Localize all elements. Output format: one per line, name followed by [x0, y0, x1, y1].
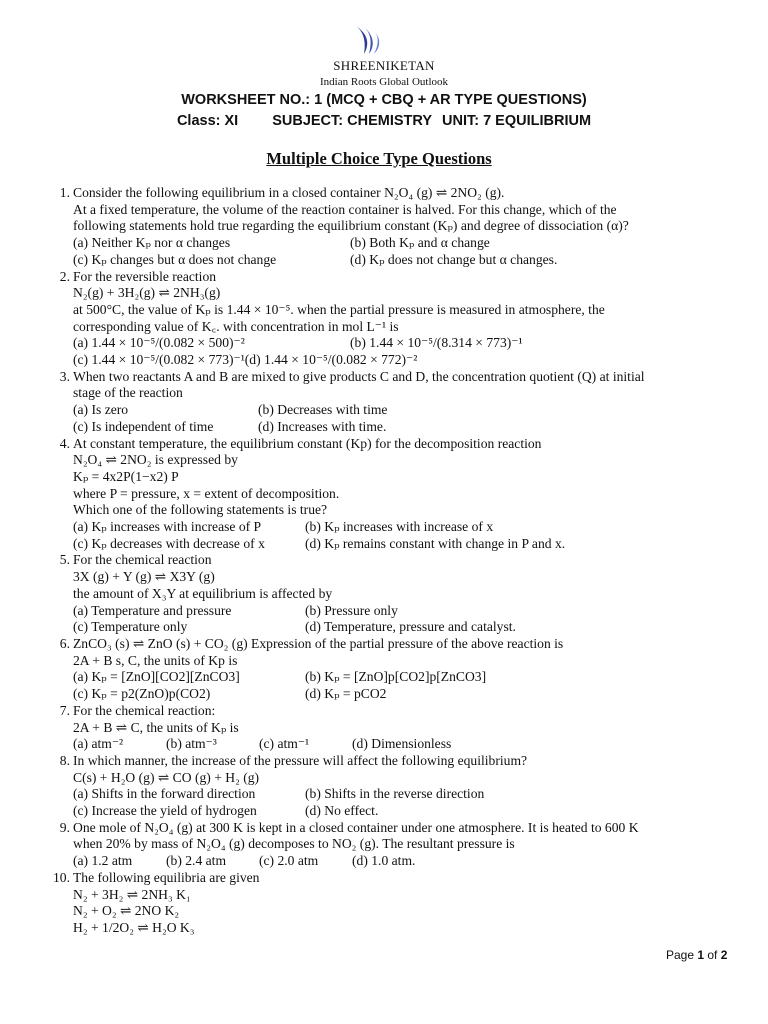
- answer-option: (a) 1.44 × 10⁻⁵/(0.082 × 500)⁻²: [73, 335, 245, 351]
- class-subject-line: [0, 113, 768, 129]
- answer-option: (c) Temperature only: [73, 619, 188, 635]
- question-text-line: When two reactants A and B are mixed to give products C and D, the concentration quotient (Q) at initial: [73, 368, 645, 384]
- answer-option: (c) atm⁻¹: [259, 736, 310, 752]
- answer-option: (a) 1.2 atm: [73, 853, 133, 869]
- page-number: [666, 948, 727, 962]
- question-text-line: N₂ + O₂ ⇌ 2NO K₂: [73, 903, 180, 919]
- option-row: [73, 619, 730, 636]
- option-row: [73, 402, 730, 419]
- question-text-line: stage of the reaction: [73, 385, 183, 401]
- question-2: [50, 269, 730, 369]
- question-text-line: 2A + B ⇌ C, the units of Kₚ is: [73, 719, 239, 735]
- question-7: [50, 703, 730, 753]
- question-text-line: The following equilibria are given: [73, 869, 260, 885]
- option-row: [73, 519, 730, 536]
- answer-option: (d) Dimensionless: [352, 736, 452, 752]
- question-number: 7.: [59, 702, 70, 718]
- answer-option: (a) Is zero: [73, 402, 129, 418]
- answer-option: (c) Is independent of time: [73, 418, 214, 434]
- option-row: [73, 235, 730, 252]
- option-row: [73, 669, 730, 686]
- answer-option: (c) 2.0 atm: [259, 853, 319, 869]
- question-6: [50, 636, 730, 703]
- answer-option: (d) Temperature, pressure and catalyst.: [305, 619, 516, 635]
- class-label: Class: XI: [176, 113, 239, 129]
- answer-option: (d) 1.0 atm.: [352, 853, 416, 869]
- page-of: of: [704, 948, 721, 962]
- question-text-line: N₂O₄ ⇌ 2NO₂ is expressed by: [73, 452, 238, 468]
- option-row: [73, 419, 730, 436]
- section-title: Multiple Choice Type Questions: [266, 149, 492, 168]
- question-9: [50, 820, 730, 870]
- worksheet-title: WORKSHEET NO.: 1 (MCQ + CBQ + AR TYPE QUESTIONS): [181, 92, 587, 108]
- question-text-line: N₂(g) + 3H₂(g) ⇌ 2NH₃(g): [73, 285, 221, 301]
- question-text-line: corresponding value of K꜀. with concentration in mol L⁻¹ is: [73, 318, 399, 334]
- question-number: 9.: [59, 819, 70, 835]
- answer-option: (a) Kₚ increases with increase of P: [73, 519, 262, 535]
- answer-option: (b) Shifts in the reverse direction: [305, 786, 485, 802]
- option-row: [73, 352, 730, 369]
- option-row: [73, 536, 730, 553]
- question-text-line: At constant temperature, the equilibrium constant (Kp) for the decomposition reaction: [73, 435, 542, 451]
- question-8: [50, 753, 730, 820]
- question-3: [50, 369, 730, 436]
- question-number: 1.: [59, 185, 70, 200]
- question-text-line: ZnCO₃ (s) ⇌ ZnO (s) + CO₂ (g) Expression of the partial pressure of the above reaction is: [73, 635, 564, 651]
- current-page: 1: [697, 948, 705, 962]
- option-row: [73, 736, 730, 753]
- answer-option: (c) Kₚ changes but α does not change: [73, 251, 277, 267]
- school-logo-icon: [350, 22, 386, 58]
- question-text-line: Consider the following equilibrium in a closed container N₂O₄ (g) ⇌ 2NO₂ (g).: [73, 185, 505, 200]
- question-number: 5.: [59, 552, 70, 568]
- option-row: [73, 252, 730, 269]
- question-number: 10.: [53, 869, 70, 885]
- answer-option: (b) Both Kₚ and α change: [350, 235, 490, 251]
- unit-label: UNIT: 7 EQUILIBRIUM: [442, 113, 592, 129]
- question-text-line: Kₚ = 4x2P(1−x2) P: [73, 468, 179, 484]
- question-text-line: C(s) + H₂O (g) ⇌ CO (g) + H₂ (g): [73, 769, 260, 785]
- answer-option: (b) 1.44 × 10⁻⁵/(8.314 × 773)⁻¹: [350, 335, 523, 351]
- question-5: [50, 552, 730, 636]
- question-text-line: at 500°C, the value of Kₚ is 1.44 × 10⁻⁵. when the partial pressure is measured in atmosphere, the: [73, 301, 605, 317]
- answer-option: (a) Neither Kₚ nor α changes: [73, 235, 231, 251]
- question-text-line: Which one of the following statements is true?: [73, 502, 328, 518]
- question-text-line: 3X (g) + Y (g) ⇌ X3Y (g): [73, 569, 215, 585]
- question-text-line: 2A + B s, C, the units of Kp is: [73, 652, 238, 668]
- option-row: [73, 686, 730, 703]
- answer-option: (d) Kₚ remains constant with change in P and x.: [305, 535, 566, 551]
- question-text-line: following statements hold true regarding the equilibrium constant (Kₚ) and degree of dissociation (α)?: [73, 218, 629, 234]
- answer-option: (d) Kₚ does not change but α changes.: [350, 251, 558, 267]
- question-text-line: H₂ + 1/2O₂ ⇌ H₂O K₃: [73, 919, 195, 935]
- question-number: 6.: [59, 635, 70, 651]
- answer-option: (c) Kₚ = p2(ZnO)p(CO2): [73, 686, 211, 702]
- answer-option: (a) Kₚ = [ZnO][CO2][ZnCO3]: [73, 669, 240, 685]
- answer-option: (a) atm⁻²: [73, 736, 124, 752]
- question-text-line: In which manner, the increase of the pressure will affect the following equilibrium?: [73, 752, 528, 768]
- page-prefix: Page: [666, 948, 698, 962]
- total-pages: 2: [720, 948, 728, 962]
- question-number: 2.: [59, 268, 70, 284]
- question-text-line: At a fixed temperature, the volume of the reaction container is halved. For this change, which of the: [73, 201, 617, 217]
- question-number: 4.: [59, 435, 70, 451]
- answer-option: (d) Increases with time.: [258, 418, 387, 434]
- question-list: [50, 185, 730, 937]
- question-number: 3.: [59, 368, 70, 384]
- answer-option: (b) Kₚ = [ZnO]p[CO2]p[ZnCO3]: [305, 669, 487, 685]
- answer-option: (b) Kₚ increases with increase of x: [305, 519, 494, 535]
- subject-label: SUBJECT: CHEMISTRY: [272, 113, 432, 129]
- question-text-line: For the chemical reaction: [73, 552, 212, 568]
- answer-option: (c) 1.44 × 10⁻⁵/(0.082 × 773)⁻¹(d) 1.44 × 10⁻⁵/(0.082 × 772)⁻²: [73, 352, 418, 368]
- answer-option: (b) 2.4 atm: [166, 853, 227, 869]
- question-text-line: For the chemical reaction:: [73, 702, 216, 718]
- option-row: [73, 335, 730, 352]
- question-10: [50, 870, 730, 937]
- question-4: [50, 436, 730, 553]
- question-text-line: when 20% by mass of N₂O₄ (g) decomposes to NO₂ (g). The resultant pressure is: [73, 836, 515, 852]
- question-number: 8.: [59, 752, 70, 768]
- answer-option: (a) Temperature and pressure: [73, 602, 232, 618]
- answer-option: (d) No effect.: [305, 803, 379, 819]
- answer-option: (b) Decreases with time: [258, 402, 388, 418]
- answer-option: (c) Increase the yield of hydrogen: [73, 803, 257, 819]
- question-text-line: N₂ + 3H₂ ⇌ 2NH₃ K₁: [73, 886, 191, 902]
- option-row: [73, 603, 730, 620]
- option-row: [73, 786, 730, 803]
- answer-option: (a) Shifts in the forward direction: [73, 786, 256, 802]
- answer-option: (b) Pressure only: [305, 602, 398, 618]
- school-name: SHREENIKETAN: [333, 58, 435, 73]
- answer-option: (b) atm⁻³: [166, 736, 217, 752]
- option-row: [73, 853, 730, 870]
- question-text-line: One mole of N₂O₄ (g) at 300 K is kept in a closed container under one atmosphere. It is heated to 600 K: [73, 819, 639, 835]
- answer-option: (c) Kₚ decreases with decrease of x: [73, 535, 265, 551]
- question-text-line: the amount of X₃Y at equilibrium is affected by: [73, 585, 333, 601]
- answer-option: (d) Kₚ = pCO2: [305, 686, 387, 702]
- question-text-line: For the reversible reaction: [73, 268, 217, 284]
- question-text-line: where P = pressure, x = extent of decomposition.: [73, 485, 340, 501]
- school-tagline: Indian Roots Global Outlook: [319, 76, 449, 88]
- question-1: [50, 185, 730, 269]
- option-row: [73, 803, 730, 820]
